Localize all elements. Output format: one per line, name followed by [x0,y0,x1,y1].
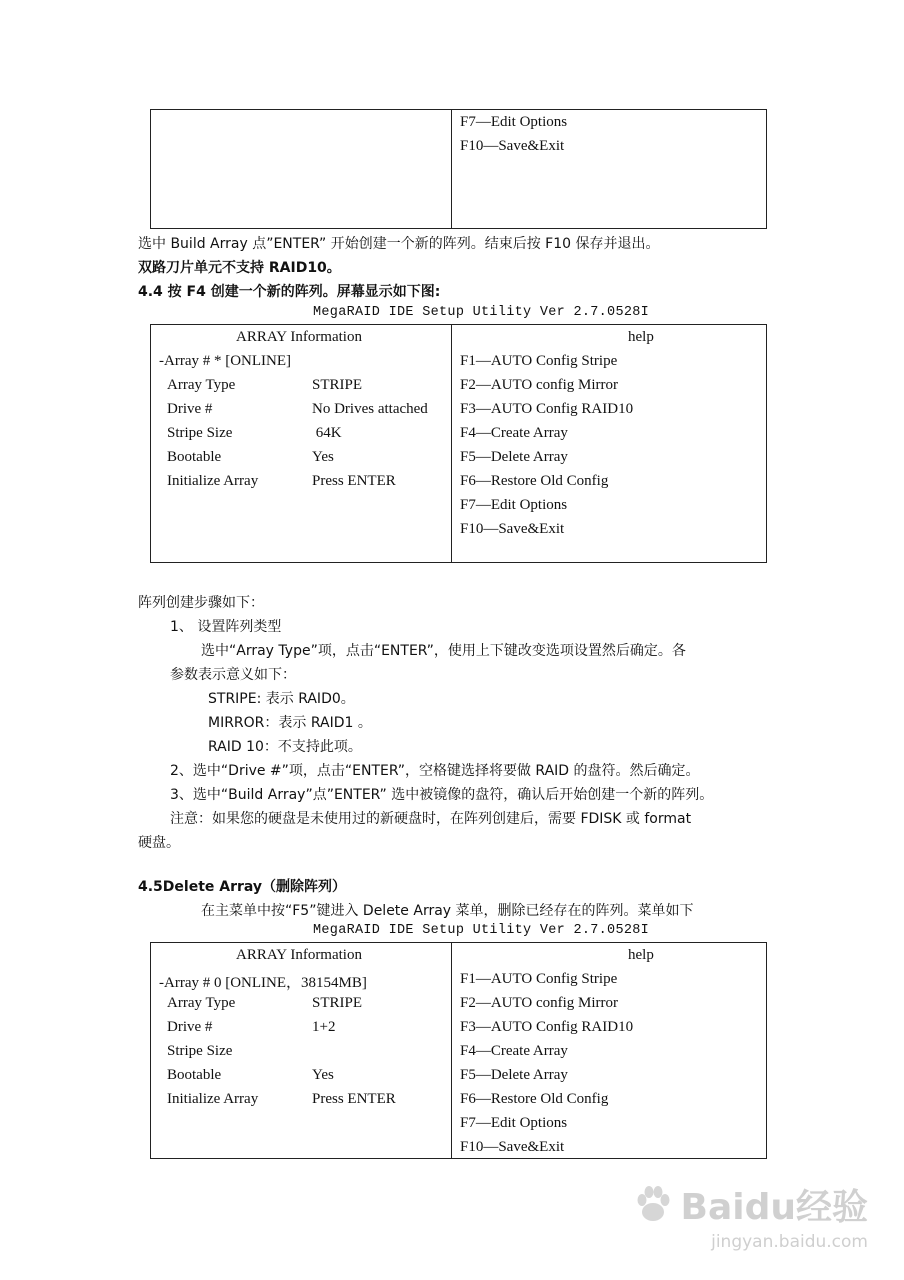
help-item: F1—AUTO Config Stripe [460,971,618,987]
help-header: help [628,947,654,963]
field-value: Yes [312,1067,334,1083]
help-header: help [628,329,654,345]
column-divider [451,325,452,562]
help-item: F7—Edit Options [460,114,568,130]
field-value: 64K [312,425,342,441]
field-label: Array Type [167,377,236,393]
help-item: F3—AUTO Config RAID10 [460,401,634,417]
help-item: F6—Restore Old Config [460,473,609,489]
field-value: 1+2 [312,1019,336,1035]
array-info-box-delete [150,942,767,1159]
column-divider [451,943,452,1158]
array-info-header: ARRAY Information [236,947,362,963]
paw-icon [629,1181,677,1229]
paragraph-note: 双路刀片单元不支持 RAID10。 [138,260,341,276]
column-divider [451,110,452,228]
baidu-watermark [629,1179,868,1252]
step-1-desc-cont: 参数表示意义如下： [170,667,296,683]
help-item: F7—Edit Options [460,1115,568,1131]
field-value: Press ENTER [312,1091,396,1107]
help-item: F6—Restore Old Config [460,1091,609,1107]
help-item: F4—Create Array [460,425,568,441]
utility-title-2: MegaRAID IDE Setup Utility Ver 2.7.0528I [313,923,650,938]
top-menu-box [150,109,767,229]
help-item: F4—Create Array [460,1043,568,1059]
step-1-desc: 选中“Array Type”项，点击“ENTER”，使用上下键改变选项设置然后确定。各 [201,643,686,659]
help-item: F2—AUTO config Mirror [460,995,619,1011]
option-raid10: RAID 10：不支持此项。 [208,739,362,755]
field-label: Drive # [167,1019,213,1035]
field-label: Array Type [167,995,236,1011]
option-mirror: MIRROR：表示 RAID1 。 [208,715,372,731]
watermark-logo: Baidu经验 [680,1187,868,1228]
option-stripe: STRIPE: 表示 RAID0。 [208,691,355,707]
help-item: F10—Save&Exit [460,521,565,537]
paragraph: 选中 Build Array 点”ENTER” 开始创建一个新的阵列。结束后按 F10 保存并退出。 [138,236,660,252]
section-4-5-desc: 在主菜单中按“F5”键进入 Delete Array 菜单，删除已经存在的阵列。菜单如下 [201,903,694,919]
array-line: -Array # 0 [ONLINE，38154MB] [159,975,367,991]
section-heading-4-4: 4.4 按 F4 创建一个新的阵列。屏幕显示如下图: [138,284,441,300]
help-item: F2—AUTO config Mirror [460,377,619,393]
watermark-url: jingyan.baidu.com [711,1232,868,1252]
field-value: Press ENTER [312,473,396,489]
help-item: F10—Save&Exit [460,138,565,154]
help-item: F1—AUTO Config Stripe [460,353,618,369]
utility-title: MegaRAID IDE Setup Utility Ver 2.7.0528I [313,305,650,320]
help-item: F7—Edit Options [460,497,568,513]
field-label: Initialize Array [167,1091,259,1107]
help-item: F10—Save&Exit [460,1139,565,1155]
field-label: Drive # [167,401,213,417]
field-label: Bootable [167,1067,222,1083]
steps-title: 阵列创建步骤如下： [138,595,264,611]
step-3: 3、选中“Build Array”点”ENTER” 选中被镜像的盘符，确认后开始创建一个新的阵列。 [170,787,714,803]
step-2: 2、选中“Drive #”项，点击“ENTER”，空格键选择将要做 RAID 的盘符。然后确定。 [170,763,700,779]
step-1-title: 1、 设置阵列类型 [170,619,282,635]
array-info-box-create [150,324,767,563]
field-value: No Drives attached [312,401,428,417]
field-label: Stripe Size [167,425,233,441]
field-label: Initialize Array [167,473,259,489]
field-label: Bootable [167,449,222,465]
help-item: F5—Delete Array [460,1067,568,1083]
note: 注意：如果您的硬盘是未使用过的新硬盘时，在阵列创建后，需要 FDISK 或 format [170,811,692,827]
field-value: STRIPE [312,377,363,393]
field-label: Stripe Size [167,1043,233,1059]
section-heading-4-5: 4.5Delete Array（删除阵列） [138,879,347,895]
help-item: F3—AUTO Config RAID10 [460,1019,634,1035]
field-value: STRIPE [312,995,363,1011]
array-line: -Array # * [ONLINE] [159,353,292,369]
note-cont: 硬盘。 [138,835,180,851]
help-item: F5—Delete Array [460,449,568,465]
array-info-header: ARRAY Information [236,329,362,345]
field-value: Yes [312,449,334,465]
